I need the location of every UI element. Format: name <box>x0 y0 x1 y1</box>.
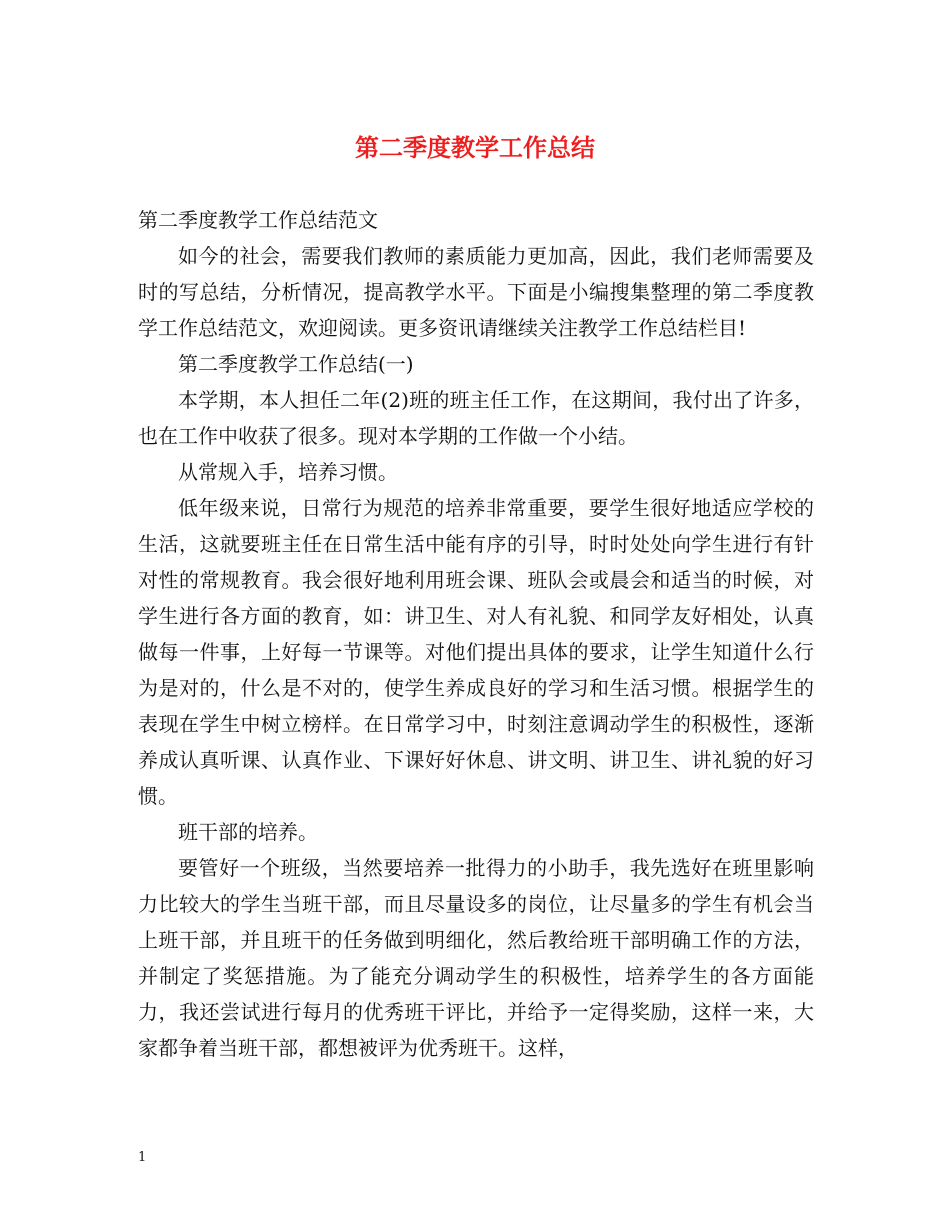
page-number: 1 <box>138 1150 147 1165</box>
section-heading-class-cadres: 班干部的培养。 <box>178 820 318 844</box>
paragraph-intro: 如今的社会，需要我们教师的素质能力更加高，因此，我们老师需要及时的写总结，分析情况，提高教学水平。下面是小编搜集整理的第二季度教学工作总结范文，欢迎阅读。更多资讯请继续关注教学工作总结栏目! <box>138 244 814 340</box>
paragraph-semester-summary: 本学期，本人担任二年(2)班的班主任工作，在这期间，我付出了许多，也在工作中收获了很多。现对本学期的工作做一个小结。 <box>138 388 814 448</box>
paragraph-class-cadres: 要管好一个班级，当然要培养一批得力的小助手，我先选好在班里影响力比较大的学生当班干部，而且尽量设多的岗位，让尽量多的学生有机会当上班干部，并且班干的任务做到明细化，然后教给班干部明确工作的方法，并制定了奖惩措施。为了能充分调动学生的积极性，培养学生的各方面能力，我还尝试进行每月的优秀班干评比，并给予一定得奖励，这样一来，大家都争着当班干部，都想被评为优秀班干。这样， <box>138 856 814 1060</box>
section-heading-habits: 从常规入手，培养习惯。 <box>178 460 398 484</box>
document-body <box>138 202 814 1066</box>
paragraph-habits: 低年级来说，日常行为规范的培养非常重要，要学生很好地适应学校的生活，这就要班主任在日常生活中能有序的引导，时时处处向学生进行有针对性的常规教育。我会很好地利用班会课、班队会或晨会和适当的时候，对学生进行各方面的教育，如：讲卫生、对人有礼貌、和同学友好相处，认真做每一件事，上好每一节课等。对他们提出具体的要求，让学生知道什么行为是对的，什么是不对的，使学生养成良好的学习和生活习惯。根据学生的表现在学生中树立榜样。在日常学习中，时刻注意调动学生的积极性，逐渐养成认真听课、认真作业、下课好好休息、讲文明、讲卫生、讲礼貌的好习惯。 <box>138 496 814 808</box>
document-title: 第二季度教学工作总结 <box>355 133 595 162</box>
paragraph-subtitle: 第二季度教学工作总结范文 <box>138 208 378 232</box>
section-heading-part-one: 第二季度教学工作总结(一) <box>178 352 414 376</box>
